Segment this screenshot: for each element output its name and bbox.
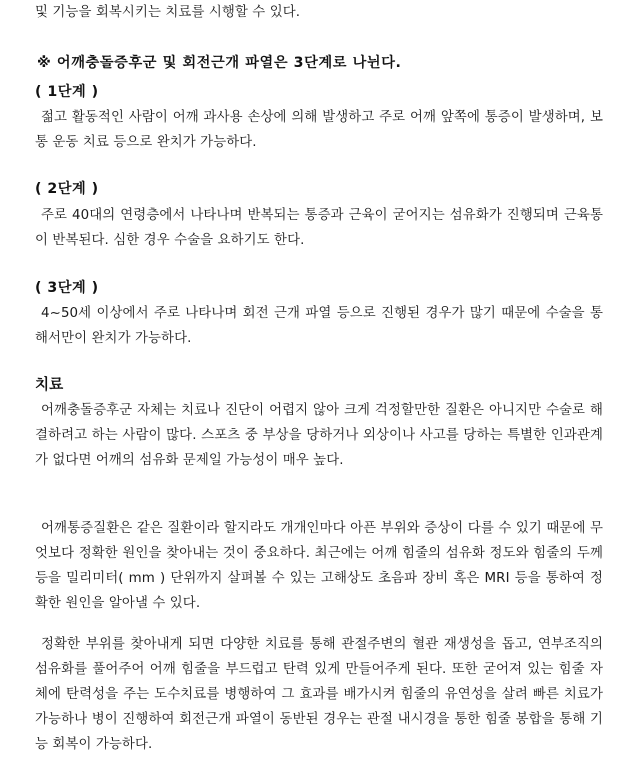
stage-3-text: 4~50세 이상에서 주로 나타나며 회전 근개 파열 등으로 진행된 경우가 많기 때문에 수술을 통해서만이 완치가 가능하다.: [35, 306, 603, 346]
stage-3-title: ( 3단계 ): [35, 280, 99, 296]
treatment-heading: 치료: [35, 376, 64, 393]
stage-1-text: 젊고 활동적인 사람이 어깨 과사용 손상에 의해 발생하고 주로 어깨 앞쪽에 통증이 발생하며, 보통 운동 치료 등으로 완치가 가능하다.: [35, 110, 603, 150]
treatment-paragraph-1: 어깨충돌증후군 자체는 치료나 진단이 어렵지 않아 크게 걱정할만한 질환은 아니지만 수술로 해결하려고 하는 사람이 많다. 스포츠 중 부상을 당하거나 외상이나 사고를 당하는 특별한 인과관계가 없다면 어깨의 섬유화 문제일 가능성이 매우 높다.: [35, 403, 603, 468]
stage-2-text: 주로 40대의 연령층에서 나타나며 반복되는 통증과 근육이 굳어지는 섬유화가 진행되며 근육통이 반복된다. 심한 경우 수술을 요하기도 한다.: [35, 208, 603, 248]
stage-2-title: ( 2단계 ): [35, 181, 99, 197]
stage-1-title: ( 1단계 ): [35, 84, 99, 100]
treatment-paragraph-2: 어깨통증질환은 같은 질환이라 할지라도 개개인마다 아픈 부위와 증상이 다를 수 있기 때문에 무엇보다 정확한 원인을 찾아내는 것이 중요하다. 최근에는 어깨 힘줄의 섬유화 정도와 힘줄의 두께 등을 밀리미터( mm ) 단위까지 살펴볼 수 있는 고해상도 초음파 장비 혹은 MRI 등을 통하여 정확한 원인을 알아낼 수 있다.: [35, 521, 603, 611]
stages-heading: ※ 어깨충돌증후군 및 회전근개 파열은 3단계로 나뉜다.: [37, 55, 402, 71]
lead-line: 및 기능을 회복시키는 치료를 시행할 수 있다.: [35, 5, 301, 20]
treatment-paragraph-3: 정확한 부위를 찾아내게 되면 다양한 치료를 통해 관절주변의 혈관 재생성을 돕고, 연부조직의 섬유화를 풀어주어 어깨 힘줄을 부드럽고 탄력 있게 만들어주게 된다. 또한 굳어져 있는 힘줄 자체에 탄력성을 주는 도수치료를 병행하여 그 효과를 배가시켜 힘줄의 유연성을 살려 빠른 치료가 가능하나 병이 진행하여 회전근개 파열이 동반된 경우는 관절 내시경을 통한 힘줄 봉합을 통해 기능 회복이 가능하다.: [35, 637, 603, 752]
